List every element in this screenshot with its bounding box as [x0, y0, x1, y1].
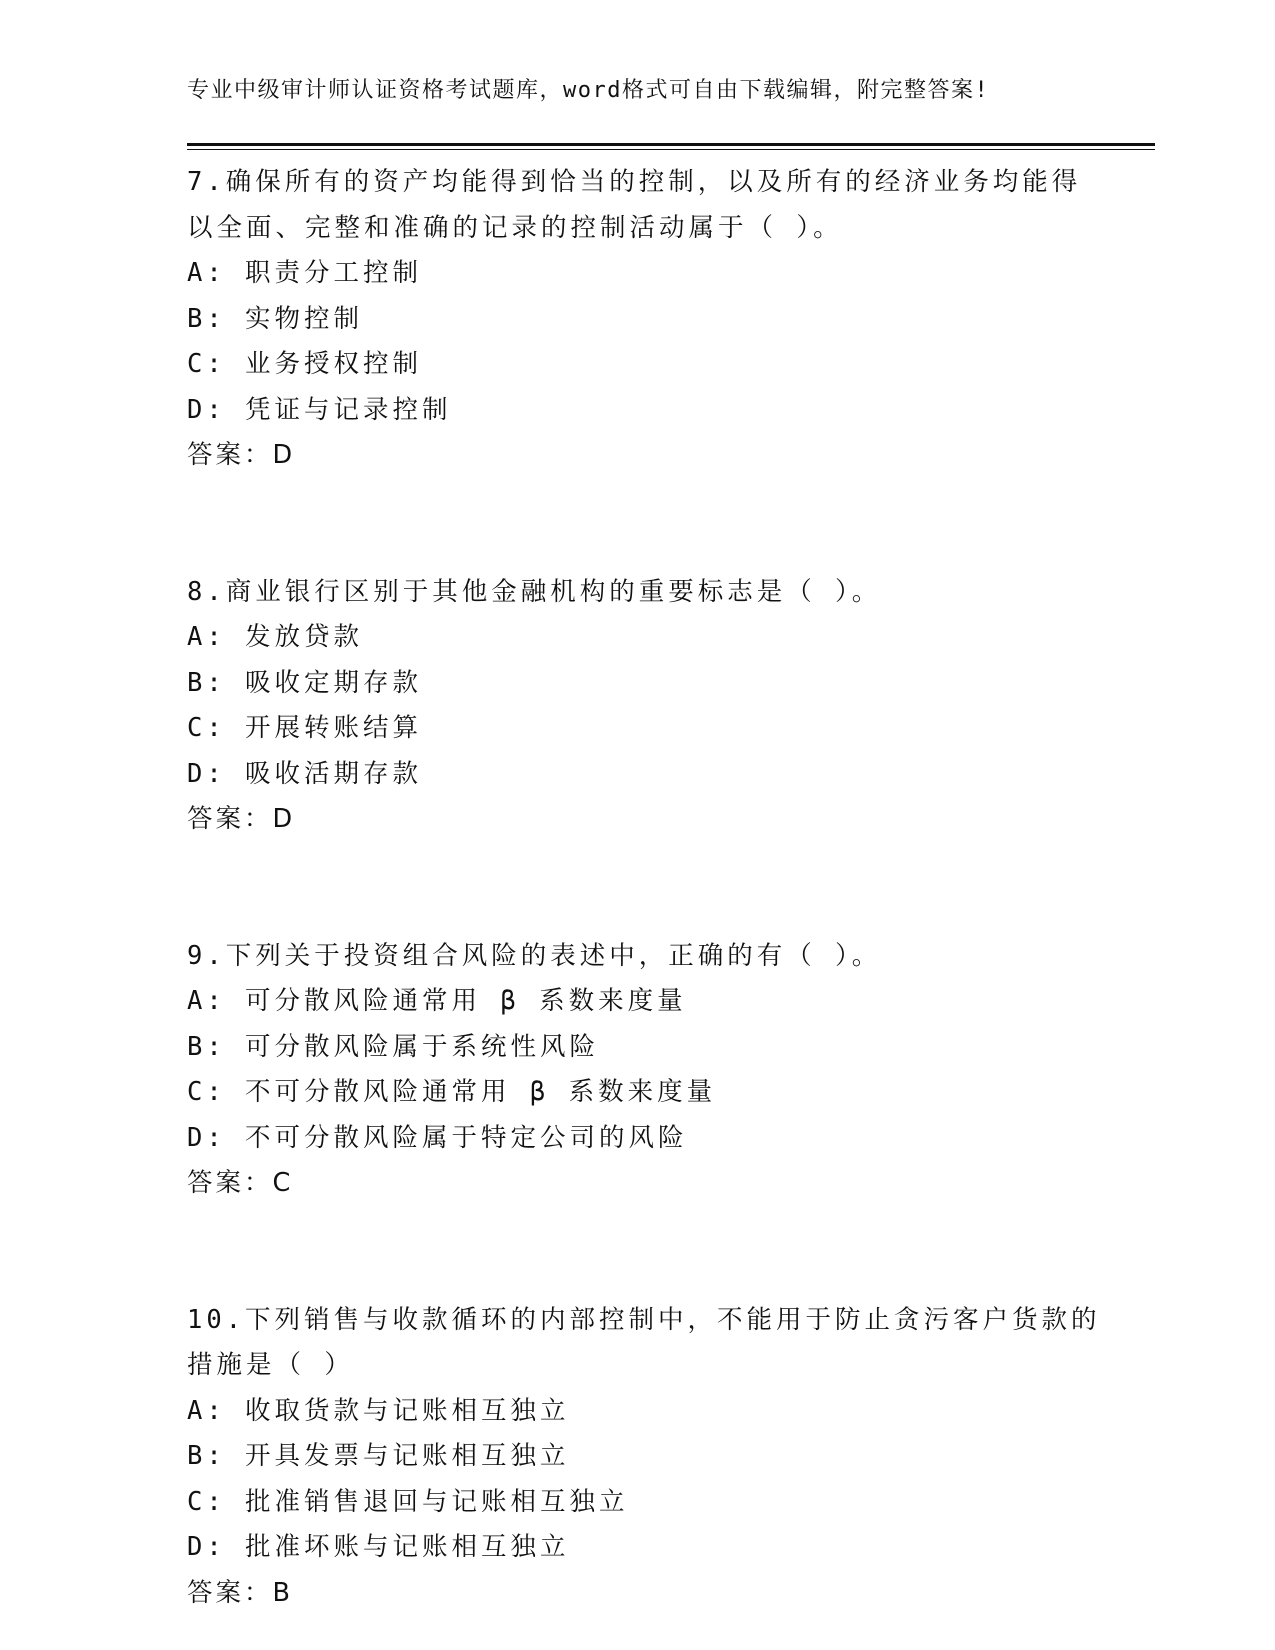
option-a: A: 发放贷款 [187, 622, 364, 652]
answer-line: 答案：C [187, 1168, 294, 1198]
option-d: D: 批准坏账与记账相互独立 [187, 1532, 570, 1562]
option-d: D: 不可分散风险属于特定公司的风险 [187, 1122, 688, 1153]
question-stem: 10.下列销售与收款循环的内部控制中，不能用于防止贪污客户货款的 [187, 1304, 1101, 1335]
question-stem: 9.下列关于投资组合风险的表述中，正确的有（ ）。 [187, 940, 882, 971]
option-c: C: 批准销售退回与记账相互独立 [187, 1486, 629, 1517]
option-a: A: 职责分工控制 [187, 258, 423, 288]
question-item [187, 934, 1155, 1207]
header-divider-thick [187, 143, 1155, 146]
answer-line: 答案：D [187, 440, 296, 470]
answer-line: 答案：B [187, 1577, 293, 1608]
question-stem: 8.商业银行区别于其他金融机构的重要标志是（ ）。 [187, 576, 882, 607]
option-c: C: 业务授权控制 [187, 349, 423, 379]
option-d: D: 吸收活期存款 [187, 758, 423, 789]
question-stem: 措施是（ ） [187, 1350, 354, 1380]
option-b: B: 吸收定期存款 [187, 667, 423, 698]
question-item [187, 160, 1155, 479]
option-b: B: 可分散风险属于系统性风险 [187, 1031, 600, 1062]
header-divider-thin [187, 149, 1155, 150]
question-stem: 7.确保所有的资产均能得到恰当的控制，以及所有的经济业务均能得 [187, 167, 1082, 197]
question-item [187, 570, 1155, 843]
option-d: D: 凭证与记录控制 [187, 394, 452, 425]
option-c: C: 不可分散风险通常用 β 系数来度量 [187, 1077, 717, 1107]
question-list [187, 160, 1155, 1616]
question-item [187, 1298, 1155, 1617]
option-b: B: 实物控制 [187, 303, 364, 334]
option-b: B: 开具发票与记账相互独立 [187, 1441, 570, 1471]
answer-line: 答案：D [187, 804, 296, 834]
question-stem: 以全面、完整和准确的记录的控制活动属于（ ）。 [187, 212, 843, 243]
option-a: A: 收取货款与记账相互独立 [187, 1395, 570, 1426]
page-header: 专业中级审计师认证资格考试题库，word格式可自由下载编辑，附完整答案! [187, 78, 990, 103]
option-a: A: 可分散风险通常用 β 系数来度量 [187, 986, 687, 1016]
option-c: C: 开展转账结算 [187, 713, 423, 743]
